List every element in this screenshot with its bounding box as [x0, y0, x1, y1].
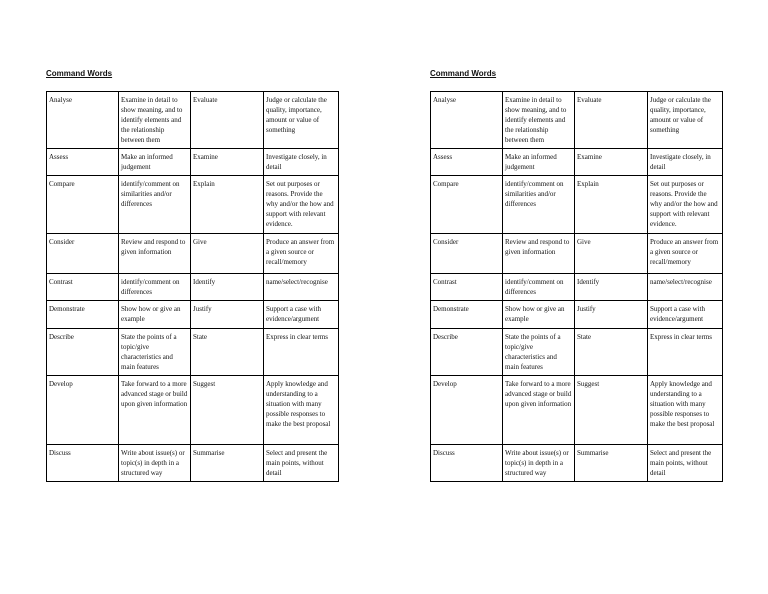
command-word: Contrast — [47, 274, 119, 301]
panel-heading: Command Words — [430, 69, 497, 78]
command-definition: Judge or calculate the quality, importance, amount or value of something — [264, 92, 339, 149]
command-words-panel-right — [430, 68, 722, 482]
command-word: Contrast — [431, 274, 503, 301]
table-row — [47, 274, 339, 301]
command-word: Summarise — [191, 445, 264, 482]
table-row — [47, 445, 339, 482]
command-word: Describe — [47, 329, 119, 376]
table-row — [47, 176, 339, 234]
command-words-panel-left — [46, 68, 338, 482]
command-word: Describe — [431, 329, 503, 376]
table-row — [47, 92, 339, 149]
command-words-table — [46, 91, 339, 482]
panel-heading: Command Words — [46, 69, 113, 78]
command-word: Discuss — [431, 445, 503, 482]
command-definition: name/select/recognise — [264, 274, 339, 301]
command-word: Consider — [47, 234, 119, 274]
command-definition: Express in clear terms — [264, 329, 339, 376]
command-definition: Select and present the main points, without detail — [648, 445, 723, 482]
command-definition: Express in clear terms — [648, 329, 723, 376]
command-definition: Investigate closely, in detail — [264, 149, 339, 176]
table-row — [431, 301, 723, 329]
command-definition: Set out purposes or reasons. Provide the why and/or the how and support with relevant evidence. — [648, 176, 723, 234]
command-definition: Examine in detail to show meaning, and to identify elements and the relationship between them — [119, 92, 191, 149]
command-definition: Examine in detail to show meaning, and to identify elements and the relationship between them — [503, 92, 575, 149]
command-definition: Set out purposes or reasons. Provide the why and/or the how and support with relevant evidence. — [264, 176, 339, 234]
command-word: Develop — [431, 376, 503, 445]
command-definition: Select and present the main points, without detail — [264, 445, 339, 482]
command-word: Evaluate — [191, 92, 264, 149]
command-definition: identify/comment on similarities and/or differences — [503, 176, 575, 234]
command-word: Suggest — [191, 376, 264, 445]
table-row — [431, 149, 723, 176]
command-definition: Review and respond to given information — [119, 234, 191, 274]
command-word: Suggest — [575, 376, 648, 445]
command-definition: identify/comment on similarities and/or differences — [119, 176, 191, 234]
command-definition: State the points of a topic/give characteristics and main features — [503, 329, 575, 376]
command-word: Justify — [191, 301, 264, 329]
command-definition: Apply knowledge and understanding to a situation with many possible responses to make the best proposal — [648, 376, 723, 445]
command-definition: Make an informed judgement — [119, 149, 191, 176]
command-word: Identify — [575, 274, 648, 301]
command-definition: name/select/recognise — [648, 274, 723, 301]
command-definition: Show how or give an example — [119, 301, 191, 329]
command-definition: Support a case with evidence/argument — [648, 301, 723, 329]
command-word: Consider — [431, 234, 503, 274]
command-word: Explain — [191, 176, 264, 234]
table-row — [431, 176, 723, 234]
command-word: Explain — [575, 176, 648, 234]
table-row — [431, 329, 723, 376]
command-definition: identify/comment on differences — [503, 274, 575, 301]
command-words-table — [430, 91, 723, 482]
table-row — [47, 329, 339, 376]
command-word: State — [191, 329, 264, 376]
table-row — [431, 445, 723, 482]
command-word: State — [575, 329, 648, 376]
command-word: Justify — [575, 301, 648, 329]
table-row — [431, 92, 723, 149]
command-definition: Take forward to a more advanced stage or build upon given information — [503, 376, 575, 445]
table-row — [431, 234, 723, 274]
table-row — [431, 274, 723, 301]
command-word: Develop — [47, 376, 119, 445]
command-definition: Take forward to a more advanced stage or build upon given information — [119, 376, 191, 445]
command-word: Assess — [47, 149, 119, 176]
command-definition: Make an informed judgement — [503, 149, 575, 176]
table-row — [431, 376, 723, 445]
command-word: Discuss — [47, 445, 119, 482]
command-definition: Investigate closely, in detail — [648, 149, 723, 176]
command-definition: Review and respond to given information — [503, 234, 575, 274]
command-definition: Produce an answer from a given source or recall/memory — [264, 234, 339, 274]
command-definition: Judge or calculate the quality, importance, amount or value of something — [648, 92, 723, 149]
command-word: Give — [575, 234, 648, 274]
command-word: Identify — [191, 274, 264, 301]
command-definition: Write about issue(s) or topic(s) in depth in a structured way — [119, 445, 191, 482]
command-word: Analyse — [47, 92, 119, 149]
command-definition: Produce an answer from a given source or recall/memory — [648, 234, 723, 274]
table-row — [47, 301, 339, 329]
command-definition: State the points of a topic/give characteristics and main features — [119, 329, 191, 376]
command-definition: Apply knowledge and understanding to a situation with many possible responses to make the best proposal — [264, 376, 339, 445]
command-definition: Write about issue(s) or topic(s) in depth in a structured way — [503, 445, 575, 482]
command-word: Demonstrate — [431, 301, 503, 329]
command-word: Examine — [575, 149, 648, 176]
command-word: Compare — [47, 176, 119, 234]
command-word: Assess — [431, 149, 503, 176]
command-word: Analyse — [431, 92, 503, 149]
command-word: Summarise — [575, 445, 648, 482]
command-word: Give — [191, 234, 264, 274]
command-word: Compare — [431, 176, 503, 234]
command-definition: identify/comment on differences — [119, 274, 191, 301]
table-row — [47, 234, 339, 274]
table-row — [47, 149, 339, 176]
command-word: Examine — [191, 149, 264, 176]
command-word: Demonstrate — [47, 301, 119, 329]
command-word: Evaluate — [575, 92, 648, 149]
command-definition: Show how or give an example — [503, 301, 575, 329]
table-row — [47, 376, 339, 445]
command-definition: Support a case with evidence/argument — [264, 301, 339, 329]
